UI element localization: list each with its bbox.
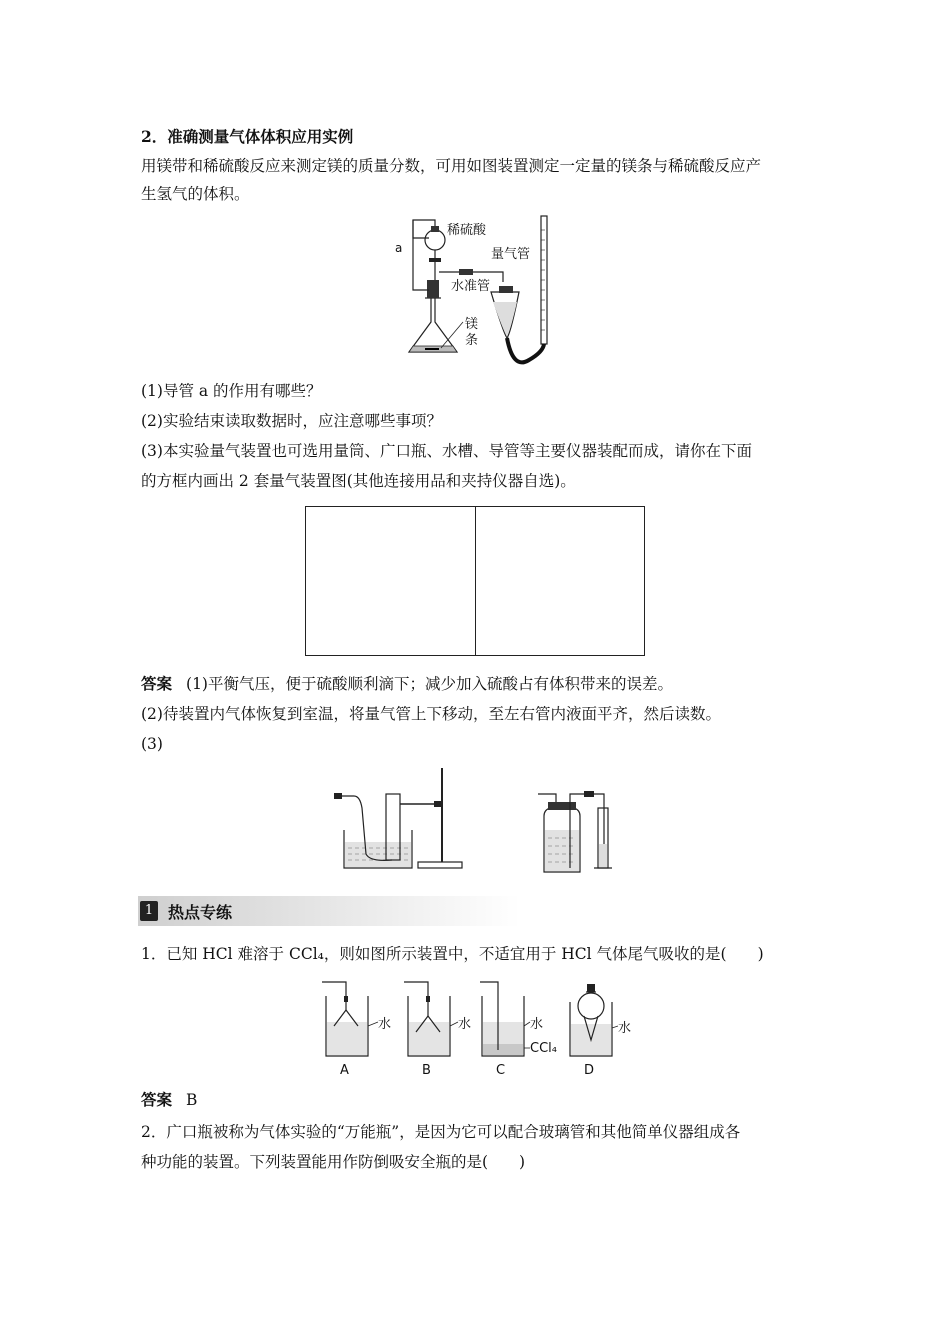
banner-title: 热点专练 — [168, 903, 233, 922]
answer-line-2: (2)待装置内气体恢复到室温，将量气管上下移动，至左右管内液面平齐，然后读数。 — [141, 705, 721, 723]
label-tube-a: a — [395, 241, 403, 255]
label-water-c: 水 — [530, 1017, 544, 1032]
problem-1-answer-value: B — [186, 1091, 198, 1109]
question-3-line-1: (3)本实验量气装置也可选用量筒、广口瓶、水槽、导管等主要仪器装配而成，请你在下面 — [141, 442, 752, 460]
answer-label: 答案 — [141, 674, 173, 693]
question-2: (2)实验结束读取数据时，应注意哪些事项？ — [141, 412, 442, 430]
drawing-box — [305, 506, 645, 656]
question-3-line-2: 的方框内画出 2 套量气装置图(其他连接用品和夹持仪器自选)。 — [141, 472, 576, 490]
gas-measure-apparatus-figure — [395, 210, 565, 370]
label-water-a: 水 — [378, 1017, 392, 1032]
banner-badge: 1 — [140, 901, 158, 921]
answer-line-3: (3) — [141, 735, 163, 753]
label-strip: 条 — [465, 333, 479, 348]
problem-1-answer — [141, 1090, 197, 1110]
label-option-c: C — [496, 1063, 506, 1078]
answer-line-1 — [141, 674, 673, 694]
label-mg: 镁 — [465, 317, 479, 332]
label-ccl4: CCl₄ — [530, 1041, 557, 1056]
hot-topic-banner — [138, 896, 520, 926]
problem-1-answer-label: 答案 — [141, 1090, 173, 1109]
question-1: (1)导管 a 的作用有哪些？ — [141, 382, 322, 400]
answer-apparatus-figure — [330, 764, 630, 876]
intro-line-1: 用镁带和稀硫酸反应来测定镁的质量分数，可用如图装置测定一定量的镁条与稀硫酸反应产 — [141, 157, 762, 175]
answer-1-text: (1)平衡气压，便于硫酸顺利滴下；减少加入硫酸占有体积带来的误差。 — [186, 675, 673, 693]
problem-2-line-2: 种功能的装置。下列装置能用作防倒吸安全瓶的是( ) — [141, 1153, 526, 1171]
problem-1-question: 1．已知 HCl 难溶于 CCl₄，则如图所示装置中，不适宜用于 HCl 气体尾气吸收的是( ) — [141, 945, 764, 963]
drawing-box-divider — [475, 507, 476, 655]
problem-2-line-1: 2．广口瓶被称为气体实验的“万能瓶”，是因为它可以配合玻璃管和其他简单仪器组成各 — [141, 1123, 741, 1141]
section-heading: 2．准确测量气体体积应用实例 — [141, 127, 354, 146]
label-option-d: D — [584, 1063, 595, 1078]
label-water-b: 水 — [458, 1017, 472, 1032]
label-level-tube: 水准管 — [451, 279, 491, 294]
label-dilute-acid: 稀硫酸 — [447, 223, 487, 238]
intro-line-2: 生氢气的体积。 — [141, 185, 250, 203]
label-gas-tube: 量气管 — [491, 247, 531, 262]
label-option-b: B — [422, 1063, 431, 1078]
label-option-a: A — [340, 1063, 349, 1078]
problem-1-figure — [318, 976, 638, 1082]
label-water-d: 水 — [618, 1021, 632, 1036]
